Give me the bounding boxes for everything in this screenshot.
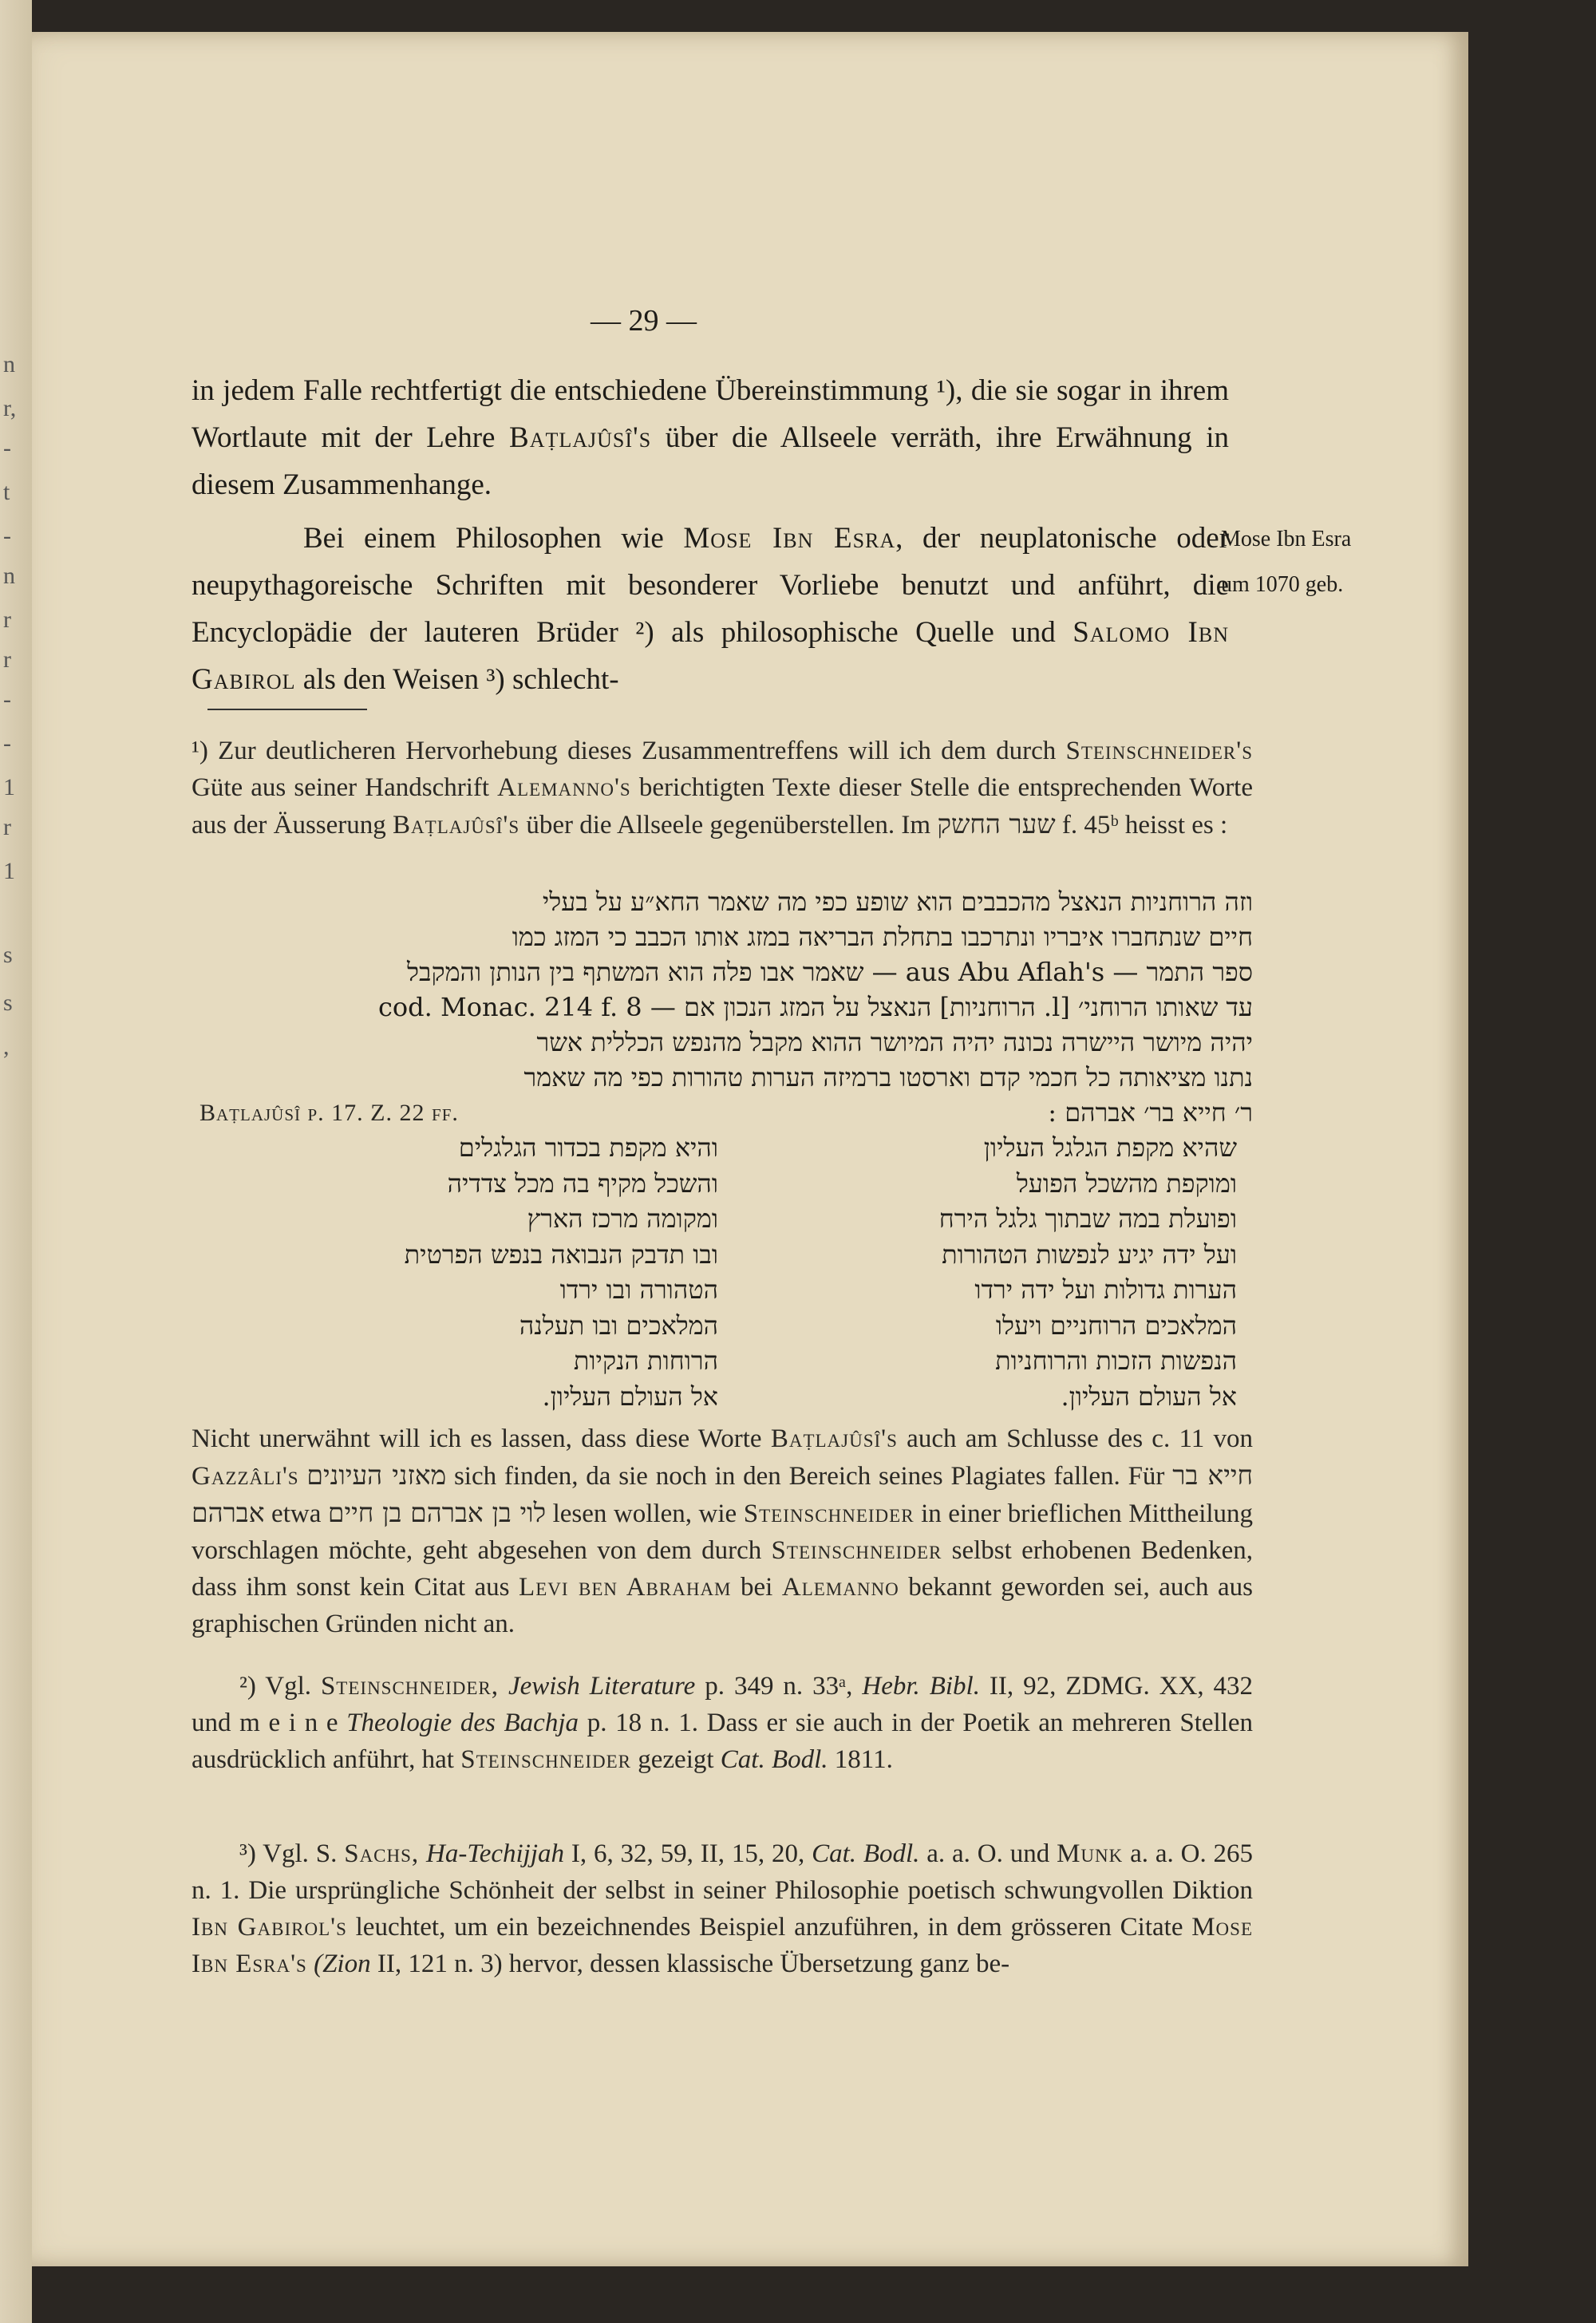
footnote-1-continuation: Nicht unerwähnt will ich es lassen, dass diese Worte Baṭlajûsî's auch am Schlusse des c. 11 von Gazzâli's מאזני העיונים sich finden, da sie noch in den Bereich seines Plagiates fallen. Für חייא בר אברהם etwa לוי בן אברהם בן חיים lesen wollen, wie Steinschneider in einer brieflichen Mittheilung vorschlagen möchte, geht abgesehen von dem durch Steinschneider selbst erhobenen Bedenken, dass ihm sonst kein Citat aus Levi ben Abraham bei Alemanno bekannt geworden sei, auch aus graphischen Gründen nicht an. — [192, 1424, 1254, 1638]
main-paragraph-2: Bei einem Philosophen wie Mose Ibn Esra, der neuplatonische oder neupythagoreische Schriften mit besonderer Vorliebe benutzt und anführt, die Encyclopädie der lauteren Brüder ²) als philosophische Quelle und Salomo Ibn Gabirol als den Weisen ³) schlecht- — [192, 522, 1230, 696]
page-number: — 29 — — [591, 304, 697, 338]
author-name: Mose Ibn Esra — [683, 522, 896, 555]
margin-fragment: - — [3, 686, 11, 713]
hebrew-column-alemanno: שהיא מקפת הגלגל העליון ומוקפת מהשכל הפועל ופועלת במה שבתוך גלגל הירח ועל ידה יגיע לנפשות הטהורות הערות גדולות ועל ידה ירדו המלאכים הרוחניים ויעלו הנפשות הזכות והרוחניות אל העולם העליון. — [938, 1132, 1237, 1412]
margin-note-name: Mose Ibn Esra — [1221, 527, 1352, 551]
hebrew-quote-line: ספר התמר — aus Abu Aflah's — שאמר אבו פלה הוא המשתף בין הנותן והמקבל — [407, 957, 1253, 987]
book-page — [32, 32, 1468, 2266]
footnote-3: ³) Vgl. S. Sachs, Ha-Techijjah I, 6, 32, 59, II, 15, 20, Cat. Bodl. a. a. O. und Munk a. a. O. 265 n. 1. Die ursprüngliche Schönheit der selbst in seiner Philosophie poetisch schwungvollen Diktion Ibn Gabirol's leuchtet, um ein bezeichnendes Beispiel anzuführen, in dem grösseren Citate Mose Ibn Esra's (Zion II, 121 n. 3) hervor, dessen klassische Übersetzung ganz be- — [192, 1839, 1254, 1978]
margin-fragment: r, — [3, 395, 17, 421]
hebrew-quote-line: וזה הרוחניות הנאצל מהכבבים הוא שופע כפי מה שאמר החא״ע על בעלי — [542, 887, 1253, 917]
column-label: Baṭlajûsî p. 17. Z. 22 ff. — [200, 1100, 459, 1126]
footnote-1-intro: ¹) Zur deutlicheren Hervorhebung dieses Zusammentreffens will ich dem durch Steinschneider's Güte aus seiner Handschrift Alemanno's berichtigten Texte dieser Stelle die entsprechenden Worte aus der Äusserung Baṭlajûsî's über die Allseele gegenüberstellen. Im שער החשק f. 45ᵇ heisst es : — [192, 737, 1254, 840]
hebrew-quote-line: נתנו מציאותה כל חכמי קדם וארסטו ברמיזה הערות טהורות כפי מה שאמר — [523, 1062, 1253, 1092]
margin-fragment: - — [3, 730, 11, 757]
author-name: Baṭlajûsî's — [509, 421, 652, 454]
hebrew-column-batlajusi: והיא מקפת בכדור הגלגלים והשכל מקיף בה מכל צדדיה ומקומה מרכז הארץ ובו תדבק הנבואה בנפש הפרטית הטהורה ובו ירדו המלאכים ובו תעלנה הרוחות הנקיות אל העולם העליון. — [404, 1132, 718, 1412]
margin-fragment: r — [3, 814, 11, 840]
margin-note-date: um 1070 geb. — [1221, 572, 1344, 597]
margin-fragment: , — [3, 1033, 10, 1060]
main-paragraph-1: in jedem Falle rechtfertigt die entschiedene Übereinstimmung ¹), die sie sogar in ihrem Wortlaute mit der Lehre Baṭlajûsî's über die Allseele verräth, ihre Erwähnung in diesem Zusammenhange. — [192, 374, 1229, 501]
margin-fragment: r — [3, 646, 11, 673]
margin-fragment: t — [3, 479, 10, 505]
margin-fragment: n — [3, 351, 15, 377]
margin-fragment: - — [3, 435, 11, 461]
margin-fragment: - — [3, 523, 11, 549]
previous-page-edge — [0, 0, 32, 2323]
footnote-divider — [207, 709, 367, 710]
author-name: Salomo Ibn Gabirol — [192, 616, 1229, 696]
margin-fragment: s — [3, 990, 13, 1016]
footnote-2: ²) Vgl. Steinschneider, Jewish Literature p. 349 n. 33ᵃ, Hebr. Bibl. II, 92, ZDMG. XX, 432 und m e i n e Theologie des Bachja p. 18 n. 1. Dass er sie auch in der Poetik an mehreren Stellen ausdrücklich anführt, hat Steinschneider gezeigt Cat. Bodl. 1811. — [192, 1672, 1254, 1774]
hebrew-quote-line: ר׳ חייא בר׳ אברהם : — [1048, 1097, 1253, 1128]
margin-fragment: r — [3, 606, 11, 633]
hebrew-quote-line: עד שאותו הרוחני׳ [l. הרוחניות] הנאצל על המזג הנכון אם — cod. Monac. 214 f. 8 — [377, 992, 1253, 1022]
hebrew-quote-line: חיים שנתחברו איבריו ונתרכבו בתחלת הבריאה במזג אותו הכבב כי המזג כמו — [512, 922, 1253, 952]
margin-fragment: n — [3, 563, 15, 589]
margin-fragment: 1 — [3, 774, 15, 800]
margin-fragment: s — [3, 942, 13, 968]
hebrew-quote-line: יהיה מיושר היישרה נכונה יהיה המיושר ההוא מקבל מהנפש הכללית אשר — [536, 1027, 1253, 1057]
margin-fragment: 1 — [3, 858, 15, 884]
